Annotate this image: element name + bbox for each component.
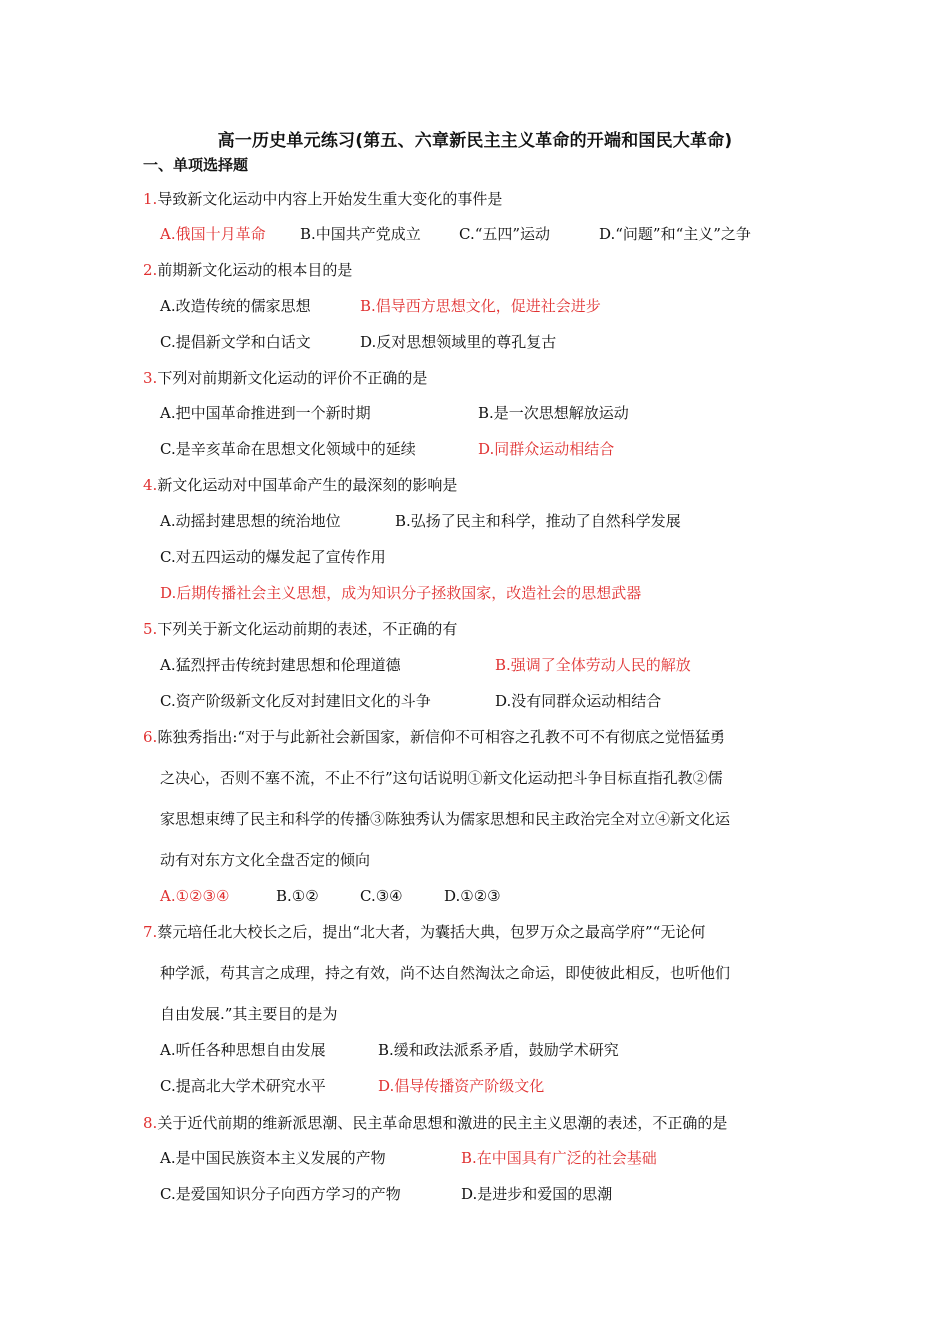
q8-option-b: B.在中国具有广泛的社会基础	[461, 1149, 657, 1167]
section-heading: 一、单项选择题	[143, 156, 249, 174]
q6-stem-line-4: 动有对东方文化全盘否定的倾向	[160, 851, 371, 869]
question-number: 4.	[143, 476, 158, 494]
question-number: 2.	[143, 261, 158, 279]
q1-option-a: A.俄国十月革命	[160, 225, 266, 243]
question-1-stem	[143, 189, 502, 209]
q6-option-b: B.①②	[276, 887, 319, 905]
q8-option-c: C.是爱国知识分子向西方学习的产物	[160, 1185, 401, 1203]
q7-stem-line-3: 自由发展.”其主要目的是为	[160, 1005, 338, 1023]
question-text: 下列关于新文化运动前期的表述，不正确的有	[157, 620, 458, 638]
q2-option-d: D.反对思想领域里的尊孔复古	[360, 333, 557, 351]
question-8-stem	[143, 1113, 727, 1133]
q1-option-c: C.“五四”运动	[459, 225, 551, 243]
question-5-stem	[143, 619, 457, 639]
q6-option-d: D.①②③	[444, 887, 501, 905]
q3-option-c: C.是辛亥革命在思想文化领域中的延续	[160, 440, 416, 458]
q6-stem-line-3: 家思想束缚了民主和科学的传播③陈独秀认为儒家思想和民主政治完全对立④新文化运	[160, 810, 731, 828]
q7-option-a: A.听任各种思想自由发展	[160, 1041, 326, 1059]
question-number: 6.	[143, 728, 158, 746]
q4-option-d: D.后期传播社会主义思想，成为知识分子拯救国家，改造社会的思想武器	[160, 584, 642, 602]
question-text: 导致新文化运动中内容上开始发生重大变化的事件是	[157, 190, 503, 208]
q4-option-a: A.动摇封建思想的统治地位	[160, 512, 341, 530]
q2-option-b: B.倡导西方思想文化，促进社会进步	[360, 297, 601, 315]
q2-option-c: C.提倡新文学和白话文	[160, 333, 311, 351]
question-text: 下列对前期新文化运动的评价不正确的是	[157, 369, 428, 387]
question-text: 关于近代前期的维新派思潮、民主革命思想和激进的民主主义思潮的表述，不正确的是	[157, 1114, 728, 1132]
q6-stem-line-2: 之决心，否则不塞不流，不止不行”这句话说明①新文化运动把斗争目标直指孔教②儒	[160, 769, 723, 787]
question-3-stem	[143, 368, 427, 388]
q4-option-c: C.对五四运动的爆发起了宣传作用	[160, 548, 386, 566]
q1-option-b: B.中国共产党成立	[300, 225, 421, 243]
q7-option-b: B.缓和政法派系矛盾，鼓励学术研究	[378, 1041, 619, 1059]
question-number: 5.	[143, 620, 158, 638]
q2-option-a: A.改造传统的儒家思想	[160, 297, 311, 315]
question-number: 7.	[143, 923, 158, 941]
q7-option-c: C.提高北大学术研究水平	[160, 1077, 326, 1095]
question-text: 陈独秀指出:“对于与此新社会新国家，新信仰不可相容之孔教不可不有彻底之觉悟猛勇	[157, 728, 726, 746]
q4-option-b: B.弘扬了民主和科学，推动了自然科学发展	[395, 512, 681, 530]
question-2-stem	[143, 260, 352, 280]
q1-option-d: D.“问题”和“主义”之争	[599, 225, 751, 243]
q5-option-b: B.强调了全体劳动人民的解放	[495, 656, 691, 674]
q7-stem-line-2: 种学派，苟其言之成理，持之有效，尚不达自然淘汰之命运，即使彼此相反，也听他们	[160, 964, 731, 982]
question-4-stem	[143, 475, 457, 495]
q7-option-d: D.倡导传播资产阶级文化	[378, 1077, 545, 1095]
question-number: 3.	[143, 369, 158, 387]
q3-option-d: D.同群众运动相结合	[478, 440, 615, 458]
question-6-stem	[143, 727, 725, 747]
q8-option-a: A.是中国民族资本主义发展的产物	[160, 1149, 386, 1167]
q5-option-a: A.猛烈抨击传统封建思想和伦理道德	[160, 656, 401, 674]
question-7-stem	[143, 922, 705, 942]
q5-option-d: D.没有同群众运动相结合	[495, 692, 662, 710]
q8-option-d: D.是进步和爱国的思潮	[461, 1185, 613, 1203]
q5-option-c: C.资产阶级新文化反对封建旧文化的斗争	[160, 692, 431, 710]
q6-option-c: C.③④	[360, 887, 403, 905]
question-text: 新文化运动对中国革命产生的最深刻的影响是	[157, 476, 458, 494]
question-text: 蔡元培任北大校长之后，提出“北大者，为囊括大典，包罗万众之最高学府”“无论何	[157, 923, 706, 941]
q3-option-b: B.是一次思想解放运动	[478, 404, 629, 422]
q6-option-a: A.①②③④	[160, 887, 230, 905]
page-title: 高一历史单元练习(第五、六章新民主主义革命的开端和国民大革命)	[217, 131, 733, 151]
q3-option-a: A.把中国革命推进到一个新时期	[160, 404, 371, 422]
question-text: 前期新文化运动的根本目的是	[157, 261, 353, 279]
question-number: 1.	[143, 190, 158, 208]
question-number: 8.	[143, 1114, 158, 1132]
